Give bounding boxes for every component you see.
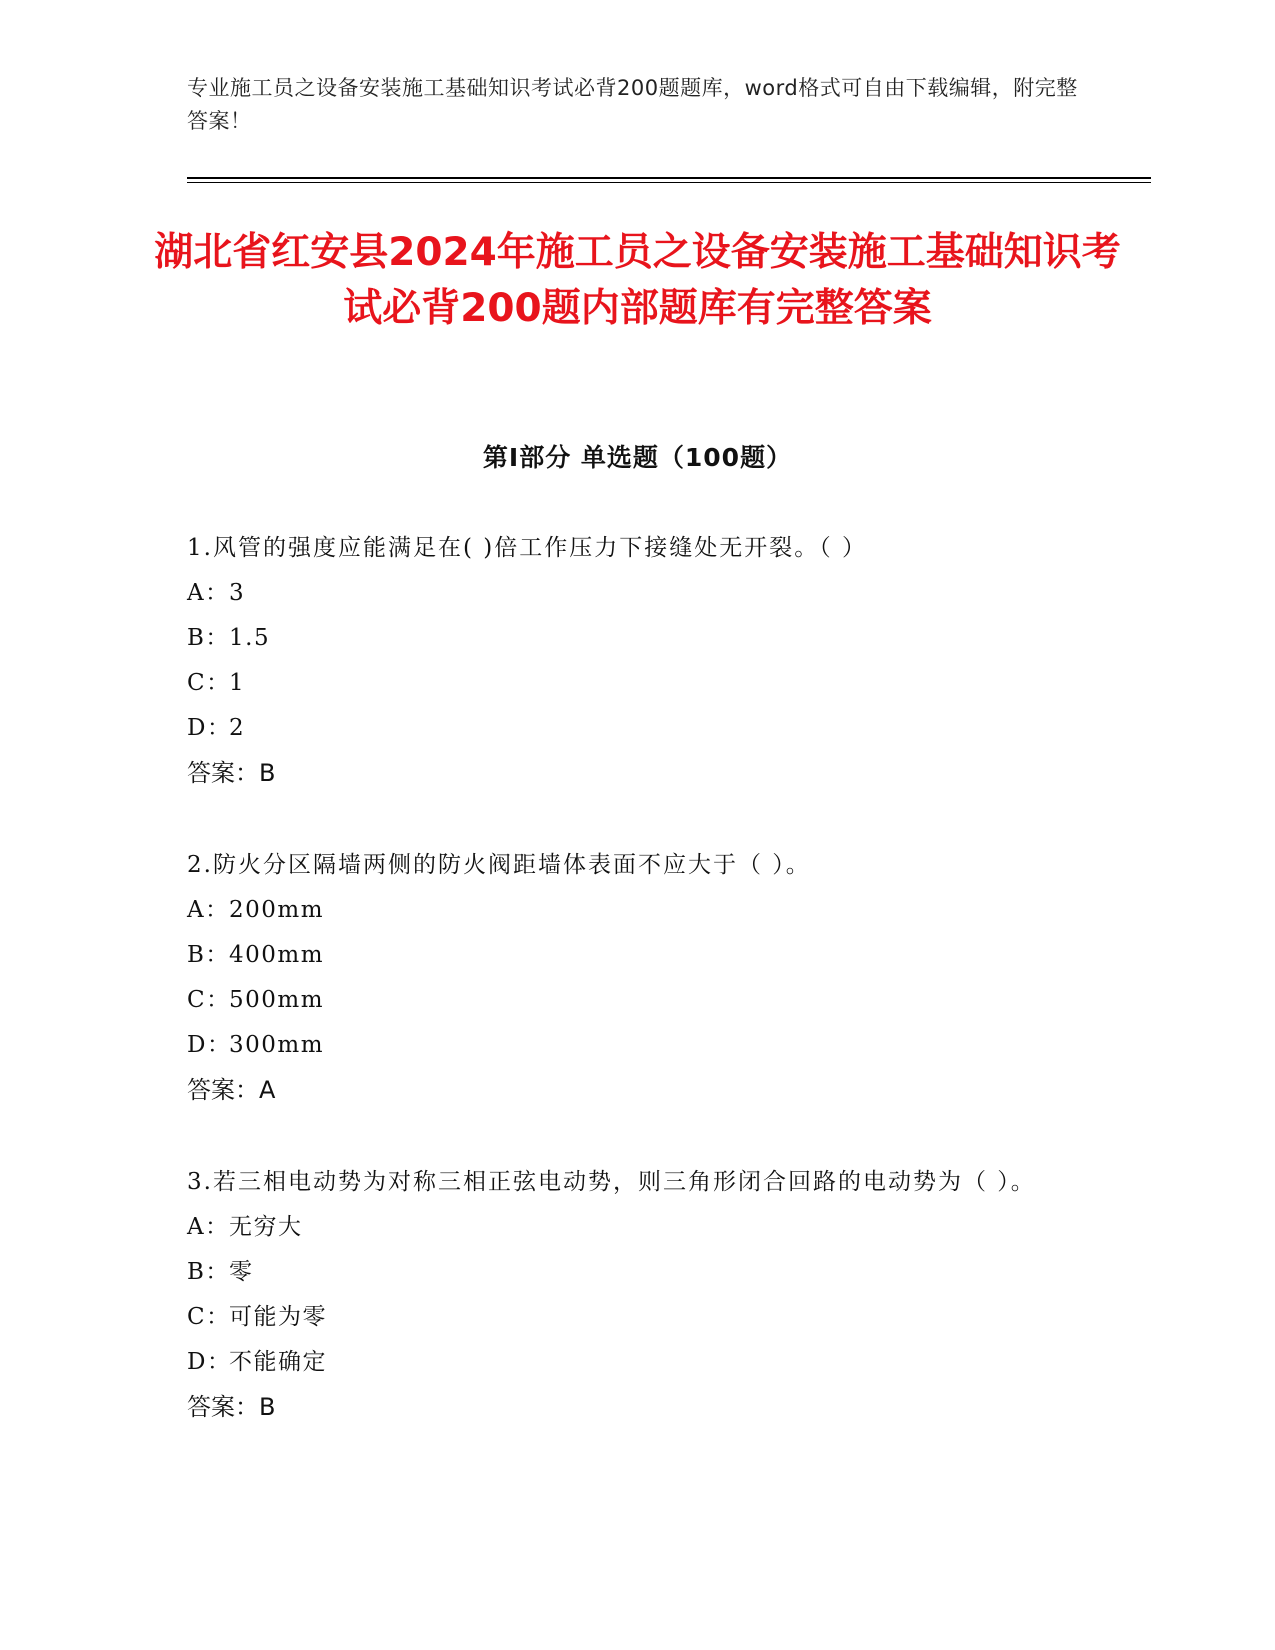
answer-text: 答案：B <box>187 759 276 787</box>
document-title: 湖北省红安县2024年施工员之设备安装施工基础知识考试必背200题内部题库有完整答案 <box>154 230 1121 331</box>
header-rule-thick <box>187 177 1151 179</box>
option-label: A： <box>187 897 230 923</box>
section-heading: 第Ⅰ部分 单选题（100题） <box>482 443 793 472</box>
option-a <box>187 888 1067 933</box>
option-value: 500mm <box>229 987 325 1013</box>
option-b <box>187 616 1067 661</box>
question-text: 3.若三相电动势为对称三相正弦电动势，则三角形闭合回路的电动势为（ ）。 <box>187 1169 1036 1195</box>
option-c <box>187 661 1067 706</box>
option-label: C： <box>187 987 231 1013</box>
option-label: A： <box>187 580 230 606</box>
option-value: 300mm <box>229 1032 325 1058</box>
option-c <box>187 1295 1067 1340</box>
option-label: D： <box>187 1032 232 1058</box>
intro-text: 专业施工员之设备安装施工基础知识考试必背200题题库，word格式可自由下载编辑，附完整答案！ <box>187 76 1078 133</box>
option-value: 1 <box>229 670 246 696</box>
option-label: C： <box>187 1304 231 1330</box>
option-a <box>187 1205 1067 1250</box>
option-label: D： <box>187 1349 232 1375</box>
question-item <box>187 1160 1067 1430</box>
option-label: B： <box>187 942 230 968</box>
option-a <box>187 571 1067 616</box>
option-b <box>187 1250 1067 1295</box>
option-label: D： <box>187 715 232 741</box>
question-list <box>187 526 1067 1477</box>
option-value: 2 <box>229 715 246 741</box>
option-label: B： <box>187 625 230 651</box>
answer-text: 答案：A <box>187 1076 276 1104</box>
option-value: 不能确定 <box>229 1349 327 1375</box>
header-rule-thin <box>187 182 1151 183</box>
option-d <box>187 706 1067 751</box>
option-value: 400mm <box>229 942 325 968</box>
option-d <box>187 1340 1067 1385</box>
option-value: 可能为零 <box>229 1304 327 1330</box>
option-value: 200mm <box>229 897 325 923</box>
answer-text: 答案：B <box>187 1393 276 1421</box>
option-label: A： <box>187 1214 230 1240</box>
option-d <box>187 1023 1067 1068</box>
option-value: 无穷大 <box>229 1214 303 1240</box>
question-text: 1.风管的强度应能满足在( )倍工作压力下接缝处无开裂。（ ） <box>187 535 868 561</box>
option-value: 3 <box>229 580 246 606</box>
option-value: 1.5 <box>229 625 271 651</box>
option-b <box>187 933 1067 978</box>
option-value: 零 <box>229 1259 254 1285</box>
option-c <box>187 978 1067 1023</box>
option-label: B： <box>187 1259 230 1285</box>
option-label: C： <box>187 670 231 696</box>
question-item <box>187 526 1067 796</box>
question-text: 2.防火分区隔墙两侧的防火阀距墙体表面不应大于（ ）。 <box>187 852 811 878</box>
question-item <box>187 843 1067 1113</box>
